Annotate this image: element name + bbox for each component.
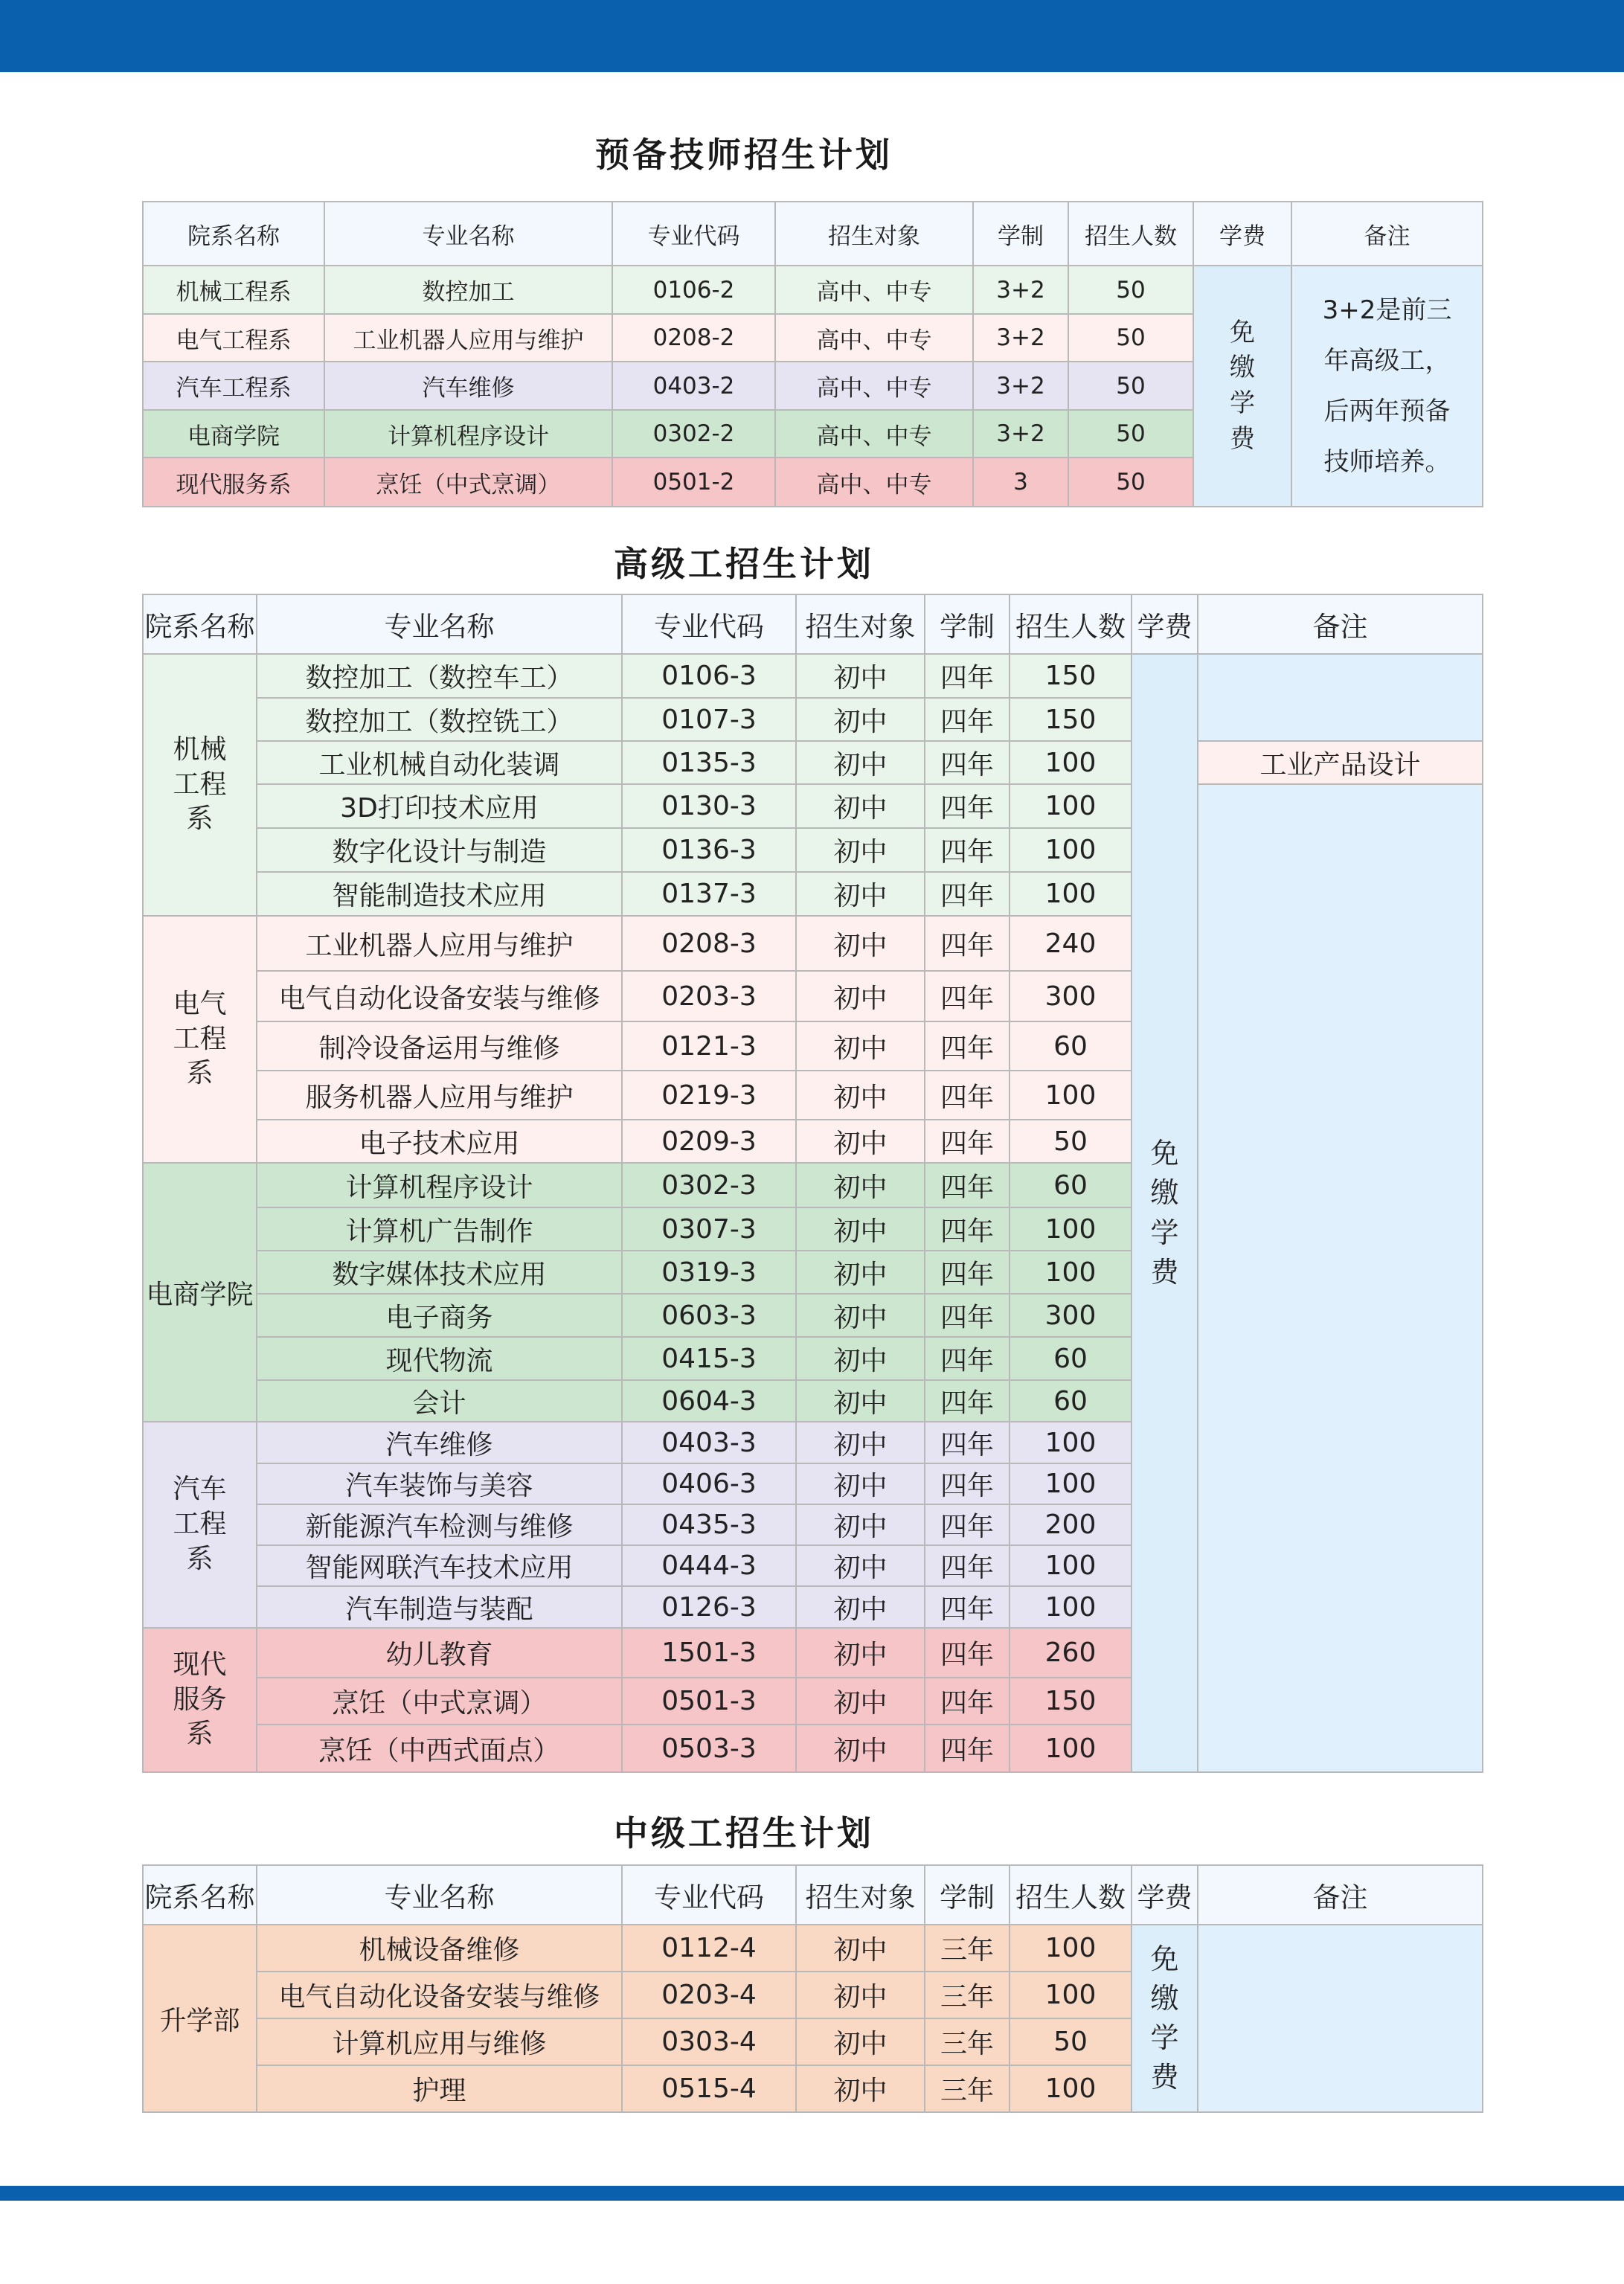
dept-cell: 电气工程系	[143, 916, 257, 1163]
count-cell: 300	[1010, 1294, 1132, 1337]
remark-text: 3+2是前三年高级工，后两年预备技师培养。	[1322, 295, 1452, 477]
target-cell: 初中	[796, 1337, 925, 1380]
col-header-dept: 院系名称	[143, 594, 257, 654]
count-cell: 260	[1010, 1628, 1132, 1678]
years-cell: 四年	[925, 828, 1010, 872]
major-cell: 现代物流	[257, 1337, 622, 1380]
code-cell: 0126-3	[622, 1586, 796, 1628]
fee-cell	[1193, 266, 1291, 507]
count-cell: 50	[1068, 362, 1193, 410]
code-cell: 0112-4	[622, 1925, 796, 1972]
target-cell: 初中	[796, 1422, 925, 1463]
table-row	[143, 654, 1483, 698]
major-cell: 幼儿教育	[257, 1628, 622, 1678]
col-header-remark: 备注	[1198, 594, 1483, 654]
count-cell: 240	[1010, 916, 1132, 971]
fee-text: 免缴学费	[1150, 1137, 1179, 1289]
col-header-target: 招生对象	[775, 202, 973, 266]
count-cell: 100	[1010, 828, 1132, 872]
count-cell: 100	[1010, 1972, 1132, 2018]
target-cell: 初中	[796, 1972, 925, 2018]
code-cell: 0307-3	[622, 1207, 796, 1251]
table-row	[143, 784, 1483, 828]
count-cell: 100	[1010, 1422, 1132, 1463]
code-cell: 0137-3	[622, 872, 796, 916]
count-cell: 100	[1010, 741, 1132, 784]
years-cell: 四年	[925, 1678, 1010, 1725]
dept-cell: 机械工程系	[143, 266, 324, 314]
count-cell: 100	[1010, 872, 1132, 916]
major-cell: 计算机程序设计	[324, 410, 612, 458]
table-row	[143, 741, 1483, 784]
target-cell: 初中	[796, 1463, 925, 1504]
col-header-count: 招生人数	[1010, 1865, 1132, 1925]
table-header-row	[143, 202, 1483, 266]
code-cell: 0136-3	[622, 828, 796, 872]
years-cell: 四年	[925, 1163, 1010, 1207]
code-cell: 0604-3	[622, 1380, 796, 1422]
count-cell: 100	[1010, 1545, 1132, 1586]
years-cell: 四年	[925, 916, 1010, 971]
dept-cell: 现代服务系	[143, 458, 324, 507]
major-cell: 汽车维修	[324, 362, 612, 410]
code-cell: 0106-2	[612, 266, 775, 314]
technician-plan-table	[142, 201, 1483, 507]
years-cell: 四年	[925, 1251, 1010, 1294]
code-cell: 0319-3	[622, 1251, 796, 1294]
major-cell: 电子技术应用	[257, 1120, 622, 1163]
col-header-major: 专业名称	[257, 594, 622, 654]
years-cell: 三年	[925, 2065, 1010, 2112]
target-cell: 初中	[796, 741, 925, 784]
years-cell: 四年	[925, 872, 1010, 916]
target-cell: 初中	[796, 1120, 925, 1163]
count-cell: 50	[1010, 1120, 1132, 1163]
table3-title: 中级工招生计划	[614, 1813, 874, 1853]
fee-text: 免缴学费	[1230, 317, 1255, 454]
major-cell: 汽车装饰与美容	[257, 1463, 622, 1504]
code-cell: 0302-3	[622, 1163, 796, 1207]
code-cell: 0603-3	[622, 1294, 796, 1337]
years-cell: 三年	[925, 1925, 1010, 1972]
target-cell: 初中	[796, 1925, 925, 1972]
target-cell: 初中	[796, 1586, 925, 1628]
years-cell: 3	[973, 458, 1068, 507]
table-header-row	[143, 1865, 1483, 1925]
target-cell: 初中	[796, 1725, 925, 1772]
target-cell: 初中	[796, 1628, 925, 1678]
col-header-code: 专业代码	[622, 1865, 796, 1925]
col-header-major: 专业名称	[257, 1865, 622, 1925]
col-header-fee: 学费	[1193, 202, 1291, 266]
years-cell: 3+2	[973, 410, 1068, 458]
code-cell: 0303-4	[622, 2018, 796, 2065]
top-banner	[0, 0, 1624, 72]
years-cell: 四年	[925, 1586, 1010, 1628]
major-cell: 电气自动化设备安装与维修	[257, 971, 622, 1021]
target-cell: 初中	[796, 1251, 925, 1294]
code-cell: 0121-3	[622, 1021, 796, 1071]
major-cell: 烹饪（中式烹调）	[257, 1678, 622, 1725]
code-cell: 0501-2	[612, 458, 775, 507]
count-cell: 60	[1010, 1380, 1132, 1422]
target-cell: 初中	[796, 872, 925, 916]
count-cell: 100	[1010, 2065, 1132, 2112]
major-cell: 计算机程序设计	[257, 1163, 622, 1207]
years-cell: 四年	[925, 698, 1010, 741]
dept-cell: 机械工程系	[143, 654, 257, 916]
col-header-dept: 院系名称	[143, 1865, 257, 1925]
major-cell: 工业机械自动化装调	[257, 741, 622, 784]
col-header-dept: 院系名称	[143, 202, 324, 266]
major-cell: 汽车制造与装配	[257, 1586, 622, 1628]
target-cell: 初中	[796, 1071, 925, 1120]
fee-cell	[1132, 654, 1198, 1772]
mid-worker-plan-table	[142, 1864, 1483, 2113]
years-cell: 四年	[925, 971, 1010, 1021]
target-cell: 高中、中专	[775, 458, 973, 507]
years-cell: 四年	[925, 1725, 1010, 1772]
major-cell: 数字化设计与制造	[257, 828, 622, 872]
code-cell: 0203-3	[622, 971, 796, 1021]
years-cell: 3+2	[973, 266, 1068, 314]
code-cell: 0406-3	[622, 1463, 796, 1504]
target-cell: 初中	[796, 1380, 925, 1422]
target-cell: 初中	[796, 1504, 925, 1545]
years-cell: 四年	[925, 1021, 1010, 1071]
years-cell: 三年	[925, 1972, 1010, 2018]
dept-cell: 汽车工程系	[143, 362, 324, 410]
count-cell: 100	[1010, 1586, 1132, 1628]
count-cell: 100	[1010, 784, 1132, 828]
years-cell: 3+2	[973, 362, 1068, 410]
target-cell: 高中、中专	[775, 314, 973, 362]
count-cell: 150	[1010, 698, 1132, 741]
years-cell: 3+2	[973, 314, 1068, 362]
dept-cell: 升学部	[143, 1925, 257, 2112]
major-cell: 数控加工	[324, 266, 612, 314]
code-cell: 0503-3	[622, 1725, 796, 1772]
years-cell: 四年	[925, 1380, 1010, 1422]
major-cell: 烹饪（中西式面点）	[257, 1725, 622, 1772]
col-header-remark: 备注	[1198, 1865, 1483, 1925]
major-cell: 服务机器人应用与维护	[257, 1071, 622, 1120]
target-cell: 初中	[796, 828, 925, 872]
remark-cell-empty	[1198, 1925, 1483, 2112]
count-cell: 300	[1010, 971, 1132, 1021]
code-cell: 0501-3	[622, 1678, 796, 1725]
table1-title: 预备技师招生计划	[595, 135, 893, 175]
years-cell: 四年	[925, 1628, 1010, 1678]
major-cell: 机械设备维修	[257, 1925, 622, 1972]
count-cell: 50	[1010, 2018, 1132, 2065]
count-cell: 50	[1068, 266, 1193, 314]
target-cell: 高中、中专	[775, 266, 973, 314]
target-cell: 初中	[796, 1678, 925, 1725]
count-cell: 200	[1010, 1504, 1132, 1545]
major-cell: 3D打印技术应用	[257, 784, 622, 828]
count-cell: 150	[1010, 1678, 1132, 1725]
years-cell: 四年	[925, 784, 1010, 828]
major-cell: 数控加工（数控铣工）	[257, 698, 622, 741]
col-header-years: 学制	[925, 594, 1010, 654]
major-cell: 计算机应用与维修	[257, 2018, 622, 2065]
major-cell: 烹饪（中式烹调）	[324, 458, 612, 507]
count-cell: 60	[1010, 1337, 1132, 1380]
count-cell: 60	[1010, 1021, 1132, 1071]
col-header-fee: 学费	[1132, 1865, 1198, 1925]
major-cell: 制冷设备运用与维修	[257, 1021, 622, 1071]
major-cell: 新能源汽车检测与维修	[257, 1504, 622, 1545]
col-header-fee: 学费	[1132, 594, 1198, 654]
code-cell: 0415-3	[622, 1337, 796, 1380]
major-cell: 电气自动化设备安装与维修	[257, 1972, 622, 2018]
target-cell: 初中	[796, 1163, 925, 1207]
col-header-remark: 备注	[1291, 202, 1483, 266]
count-cell: 100	[1010, 1071, 1132, 1120]
major-cell: 数字媒体技术应用	[257, 1251, 622, 1294]
code-cell: 0219-3	[622, 1071, 796, 1120]
col-header-target: 招生对象	[796, 594, 925, 654]
target-cell: 初中	[796, 784, 925, 828]
remark-cell-empty	[1198, 784, 1483, 1772]
target-cell: 初中	[796, 971, 925, 1021]
col-header-major: 专业名称	[324, 202, 612, 266]
dept-cell: 电商学院	[143, 410, 324, 458]
table2-title: 高级工招生计划	[614, 544, 874, 584]
years-cell: 四年	[925, 1071, 1010, 1120]
major-cell: 智能网联汽车技术应用	[257, 1545, 622, 1586]
col-header-target: 招生对象	[796, 1865, 925, 1925]
remark-cell-empty	[1198, 654, 1483, 741]
target-cell: 初中	[796, 1545, 925, 1586]
code-cell: 0208-2	[612, 314, 775, 362]
years-cell: 四年	[925, 1120, 1010, 1163]
target-cell: 初中	[796, 2018, 925, 2065]
count-cell: 60	[1010, 1163, 1132, 1207]
col-header-code: 专业代码	[622, 594, 796, 654]
count-cell: 150	[1010, 654, 1132, 698]
code-cell: 0209-3	[622, 1120, 796, 1163]
code-cell: 0444-3	[622, 1545, 796, 1586]
target-cell: 初中	[796, 698, 925, 741]
target-cell: 高中、中专	[775, 410, 973, 458]
count-cell: 50	[1068, 314, 1193, 362]
target-cell: 初中	[796, 2065, 925, 2112]
target-cell: 初中	[796, 654, 925, 698]
target-cell: 初中	[796, 1207, 925, 1251]
code-cell: 0106-3	[622, 654, 796, 698]
target-cell: 初中	[796, 1021, 925, 1071]
dept-cell: 电气工程系	[143, 314, 324, 362]
senior-worker-plan-table	[142, 594, 1483, 1773]
code-cell: 0515-4	[622, 2065, 796, 2112]
count-cell: 50	[1068, 458, 1193, 507]
years-cell: 四年	[925, 741, 1010, 784]
major-cell: 汽车维修	[257, 1422, 622, 1463]
code-cell: 0403-3	[622, 1422, 796, 1463]
major-cell: 工业机器人应用与维护	[257, 916, 622, 971]
remark-cell: 工业产品设计	[1198, 741, 1483, 784]
code-cell: 1501-3	[622, 1628, 796, 1678]
col-header-count: 招生人数	[1010, 594, 1132, 654]
major-cell: 计算机广告制作	[257, 1207, 622, 1251]
count-cell: 100	[1010, 1725, 1132, 1772]
count-cell: 100	[1010, 1463, 1132, 1504]
code-cell: 0435-3	[622, 1504, 796, 1545]
table-row	[143, 266, 1483, 314]
major-cell: 护理	[257, 2065, 622, 2112]
years-cell: 四年	[925, 1504, 1010, 1545]
major-cell: 电子商务	[257, 1294, 622, 1337]
target-cell: 高中、中专	[775, 362, 973, 410]
years-cell: 四年	[925, 1294, 1010, 1337]
count-cell: 100	[1010, 1251, 1132, 1294]
code-cell: 0208-3	[622, 916, 796, 971]
years-cell: 四年	[925, 1207, 1010, 1251]
major-cell: 工业机器人应用与维护	[324, 314, 612, 362]
code-cell: 0130-3	[622, 784, 796, 828]
code-cell: 0107-3	[622, 698, 796, 741]
code-cell: 0135-3	[622, 741, 796, 784]
col-header-years: 学制	[973, 202, 1068, 266]
target-cell: 初中	[796, 916, 925, 971]
fee-text: 免缴学费	[1150, 1942, 1179, 2094]
years-cell: 四年	[925, 1337, 1010, 1380]
count-cell: 100	[1010, 1207, 1132, 1251]
col-header-years: 学制	[925, 1865, 1010, 1925]
years-cell: 四年	[925, 654, 1010, 698]
dept-cell: 电商学院	[143, 1163, 257, 1422]
fee-cell	[1132, 1925, 1198, 2112]
col-header-code: 专业代码	[612, 202, 775, 266]
major-cell: 会计	[257, 1380, 622, 1422]
major-cell: 智能制造技术应用	[257, 872, 622, 916]
years-cell: 四年	[925, 1422, 1010, 1463]
dept-cell: 汽车工程系	[143, 1422, 257, 1628]
code-cell: 0203-4	[622, 1972, 796, 2018]
major-cell: 数控加工（数控车工）	[257, 654, 622, 698]
col-header-count: 招生人数	[1068, 202, 1193, 266]
target-cell: 初中	[796, 1294, 925, 1337]
remark-cell	[1291, 266, 1483, 507]
years-cell: 三年	[925, 2018, 1010, 2065]
table-row	[143, 1925, 1483, 1972]
count-cell: 50	[1068, 410, 1193, 458]
years-cell: 四年	[925, 1463, 1010, 1504]
dept-cell: 现代服务系	[143, 1628, 257, 1772]
code-cell: 0403-2	[612, 362, 775, 410]
table-header-row	[143, 594, 1483, 654]
bottom-banner	[0, 2186, 1624, 2201]
count-cell: 100	[1010, 1925, 1132, 1972]
code-cell: 0302-2	[612, 410, 775, 458]
years-cell: 四年	[925, 1545, 1010, 1586]
